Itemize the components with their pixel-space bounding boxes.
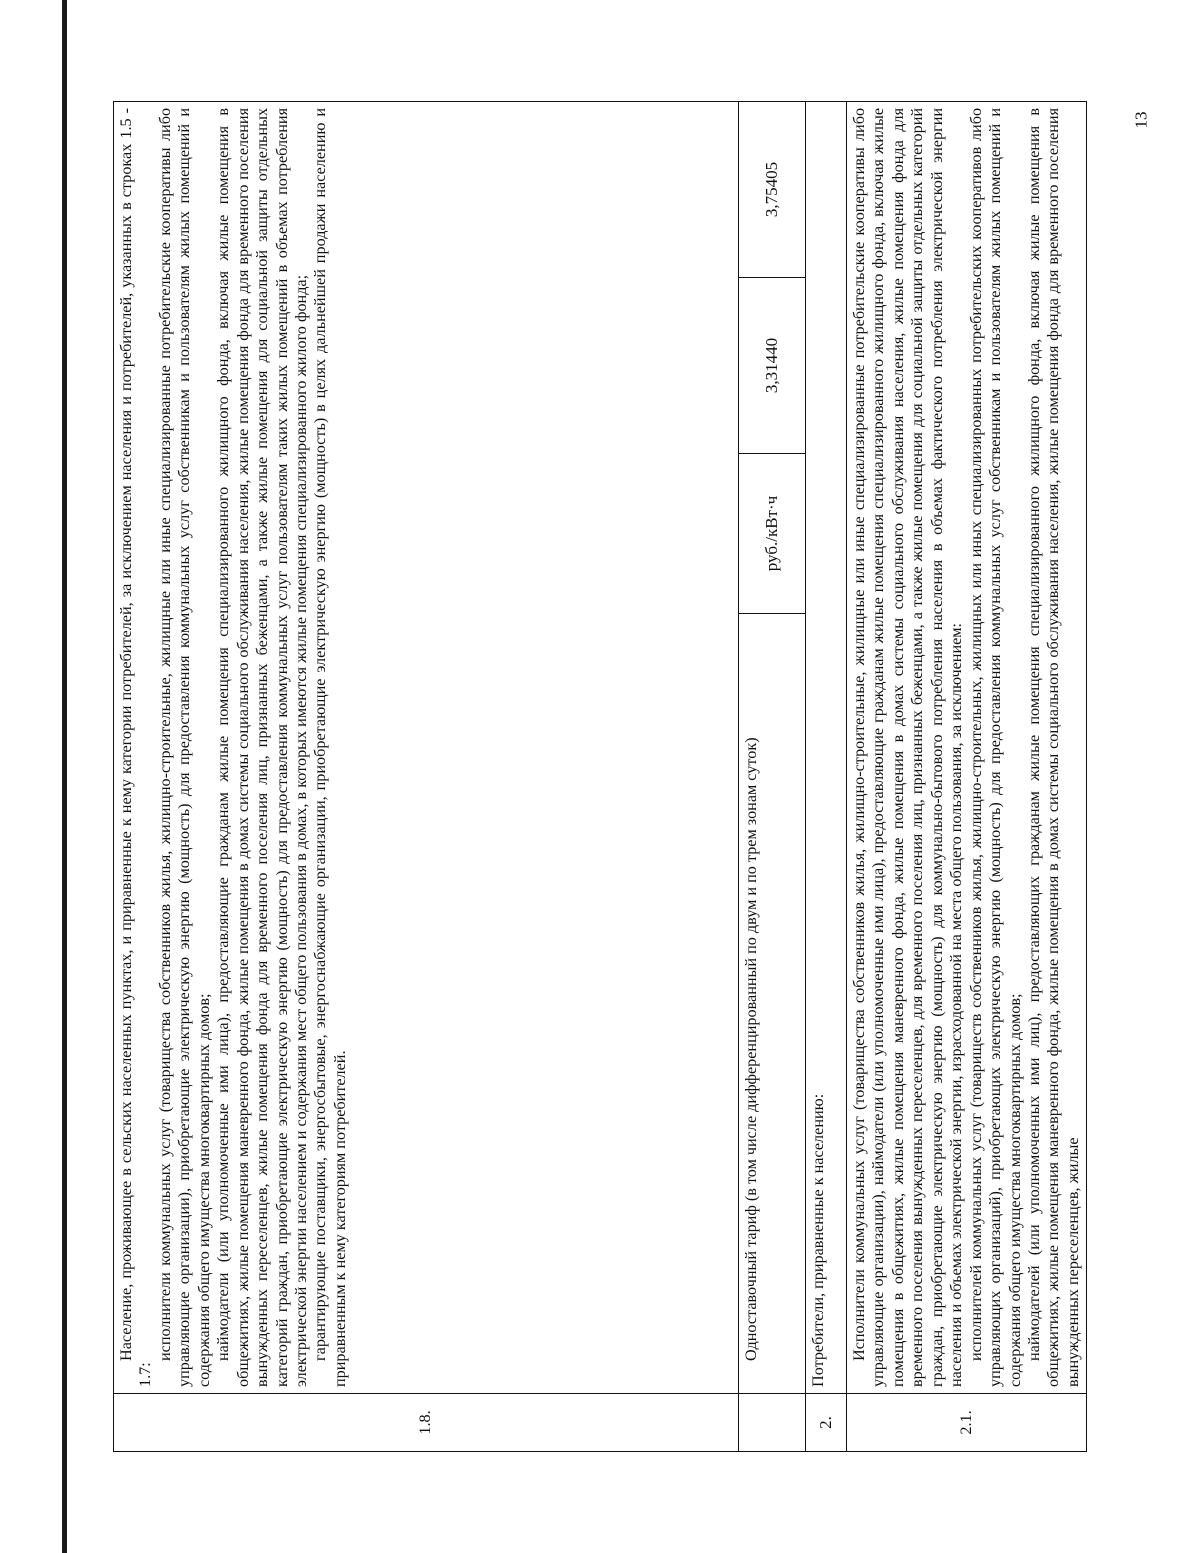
- row-1-8: [114, 101, 739, 1451]
- row-1-8-intro: Население, проживающее в сельских населенных пунктах, и приравненные к нему категории потребителей, за исключением населения и потребителей, указанных в строках 1.5 - 1.7:: [117, 107, 155, 1387]
- tariff-label-cell: [739, 614, 806, 1394]
- row-1-8-paragraph-3: гарантирующие поставщики, энергосбытовые, энергоснабжающие организации, приобретающие электрическую энергию (мощность) в целях дальнейшей продажи населению и приравненным к нему категориям потребителей.: [311, 107, 349, 1387]
- row-2: [806, 101, 847, 1451]
- row-2-label-cell: [806, 101, 847, 1393]
- row-2-1-paragraph-1: Исполнители коммунальных услуг (товарищества собственников жилья, жилищно-строительные, жилищные или иные специализированные потребительские кооперативы либо управляющие организации), наймодатели (или уполномоченные ими лица), предоставляющие гражданам жилые помещения специализированного жилищного фонда, включая жилые помещения в общежитиях, жилые помещения маневренного фонда, жилые помещения в домах системы социального обслуживания населения, жилые помещения фонда для временного поселения вынужденных переселенцев, для временного поселения лиц, признанных беженцами, а также жилые помещения для социальной защиты отдельных категорий граждан, приобретающие электрическую энергию (мощность) для коммунально-бытового потребления населения в объемах фактического потребления электрической энергии населения и объемах электрической энергии, израсходованной на места общего пользования, за исключением:: [850, 107, 966, 1387]
- row-number-1-8: 1.8.: [114, 1394, 739, 1452]
- row-2-label: Потребители, приравненные к населению:: [809, 1093, 827, 1387]
- scan-edge-bar: [62, 0, 67, 1553]
- row-number-2-1: 2.1.: [847, 1394, 1087, 1452]
- rotated-page: [113, 102, 1082, 1452]
- tariff-value-2: 3,75405: [739, 101, 806, 277]
- row-2-1-paragraph-2: исполнителей коммунальных услуг (товариществ собственников жилья, жилищно-строительных, жилищных или иных специализированных потребительских кооперативов либо управляющих организаций), приобретающих электрическую энергию (мощность) для предоставления коммунальных услуг собственникам и пользователям жилых помещений и содержания общего имущества многоквартирных домов;: [966, 107, 1024, 1387]
- row-2-1-paragraph-3: наймодателей (или уполномоченных ими лиц), предоставляющих гражданам жилые помещения специализированного жилищного фонда, включая жилые помещения в общежитиях, жилые помещения маневренного фонда, жилые помещения в домах системы социального обслуживания населения, жилые помещения фонда для временного поселения вынужденных переселенцев, жилые: [1024, 107, 1082, 1387]
- tariff-unit: руб./кВт·ч: [739, 454, 806, 614]
- row-2-1-description: [847, 101, 1087, 1393]
- row-number-2: 2.: [806, 1394, 847, 1452]
- row-1-8-paragraph-2: наймодатели (или уполномоченные ими лица), предоставляющие гражданам жилые помещения специализированного жилищного фонда, включая жилые помещения в общежитиях, жилые помещения маневренного фонда, жилые помещения в домах системы социального обслуживания населения, жилые помещения фонда для временного поселения вынужденных переселенцев, жилые помещения фонда для временного поселения лиц, признанных беженцами, а также жилые помещения для социальной защиты отдельных категорий граждан, приобретающие электрическую энергию (мощность) для предоставления коммунальных услуг пользователям таких жилых помещений в объемах потребления электрической энергии населением и содержания мест общего пользования в домах, в которых имеются жилые помещения специализированного жилого фонда;: [214, 107, 310, 1387]
- row-1-8-description: [114, 101, 739, 1393]
- row-1-8-paragraph-1: исполнители коммунальных услуг (товарищества собственников жилья, жилищно-строительные, жилищные или иные специализированные потребительские кооперативы либо управляющие организации), приобретающие электрическую энергию (мощность) для предоставления коммунальных услуг собственникам и пользователям жилых помещений и содержания общего имущества многоквартирных домов;: [155, 107, 213, 1387]
- tariff-value-1: 3,31440: [739, 278, 806, 454]
- row-tariff-number: [739, 1394, 806, 1452]
- tariff-table: [113, 101, 1087, 1452]
- row-2-1: [847, 101, 1087, 1451]
- page-number: 13: [1131, 111, 1151, 129]
- tariff-label: Одноставочный тариф (в том числе дифференцированный по двум и по трем зонам суток): [742, 737, 760, 1361]
- row-tariff: [739, 101, 806, 1451]
